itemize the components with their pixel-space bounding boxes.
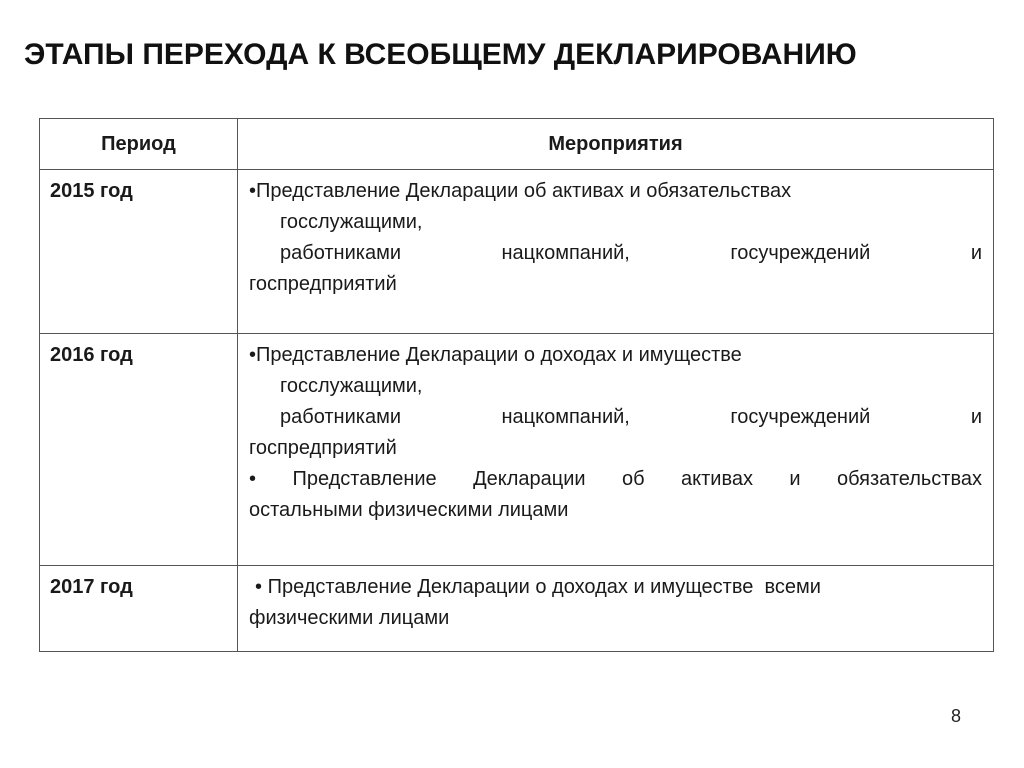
event-text: физическими лицами	[249, 607, 450, 629]
event-text: госпредприятий	[249, 273, 397, 295]
header-period: Период	[40, 119, 238, 170]
event-text: госпредприятий	[249, 437, 397, 459]
bullet-icon: •	[249, 344, 257, 366]
event-text: остальными физическими лицами	[249, 499, 569, 521]
event-word: нацкомпаний,	[501, 242, 630, 264]
event-text: госслужащими,	[280, 211, 423, 233]
event-word: госучреждений	[730, 406, 871, 428]
event-text: госслужащими,	[280, 375, 423, 397]
period-cell: 2017 год	[40, 566, 238, 652]
event-text-line	[249, 238, 982, 269]
period-cell: 2016 год	[40, 334, 238, 566]
table-header-row	[40, 119, 994, 170]
bullet-icon: •	[249, 180, 257, 202]
period-cell: 2015 год	[40, 170, 238, 334]
list-item	[249, 464, 982, 495]
table-row	[40, 170, 994, 334]
event-word: работниками	[280, 242, 401, 264]
event-text: Представление Декларации о доходах и имуществе всеми	[267, 576, 821, 598]
list-item	[249, 176, 982, 207]
table-row	[40, 334, 994, 566]
event-text: Представление Декларации об активах и обязательствах	[256, 180, 792, 202]
event-word: работниками	[280, 406, 401, 428]
events-cell	[238, 566, 994, 652]
bullet-icon: •	[255, 576, 263, 598]
bullet-icon: •	[249, 468, 257, 490]
events-cell	[238, 334, 994, 566]
list-item	[249, 572, 982, 603]
event-text: Представление Декларации об активах и обязательствах	[292, 468, 982, 490]
event-word: и	[970, 242, 982, 264]
page-number: 8	[951, 706, 962, 726]
event-word: и	[970, 406, 982, 428]
table-row	[40, 566, 994, 652]
list-item	[249, 340, 982, 371]
event-text: Представление Декларации о доходах и имуществе	[256, 344, 742, 366]
event-text-line	[249, 402, 982, 433]
event-word: госучреждений	[730, 242, 871, 264]
header-events: Мероприятия	[238, 119, 994, 170]
event-word: нацкомпаний,	[501, 406, 630, 428]
page-title: ЭТАПЫ ПЕРЕХОДА К ВСЕОБЩЕМУ ДЕКЛАРИРОВАНИЮ	[24, 38, 857, 71]
events-cell	[238, 170, 994, 334]
stages-table	[39, 118, 994, 652]
